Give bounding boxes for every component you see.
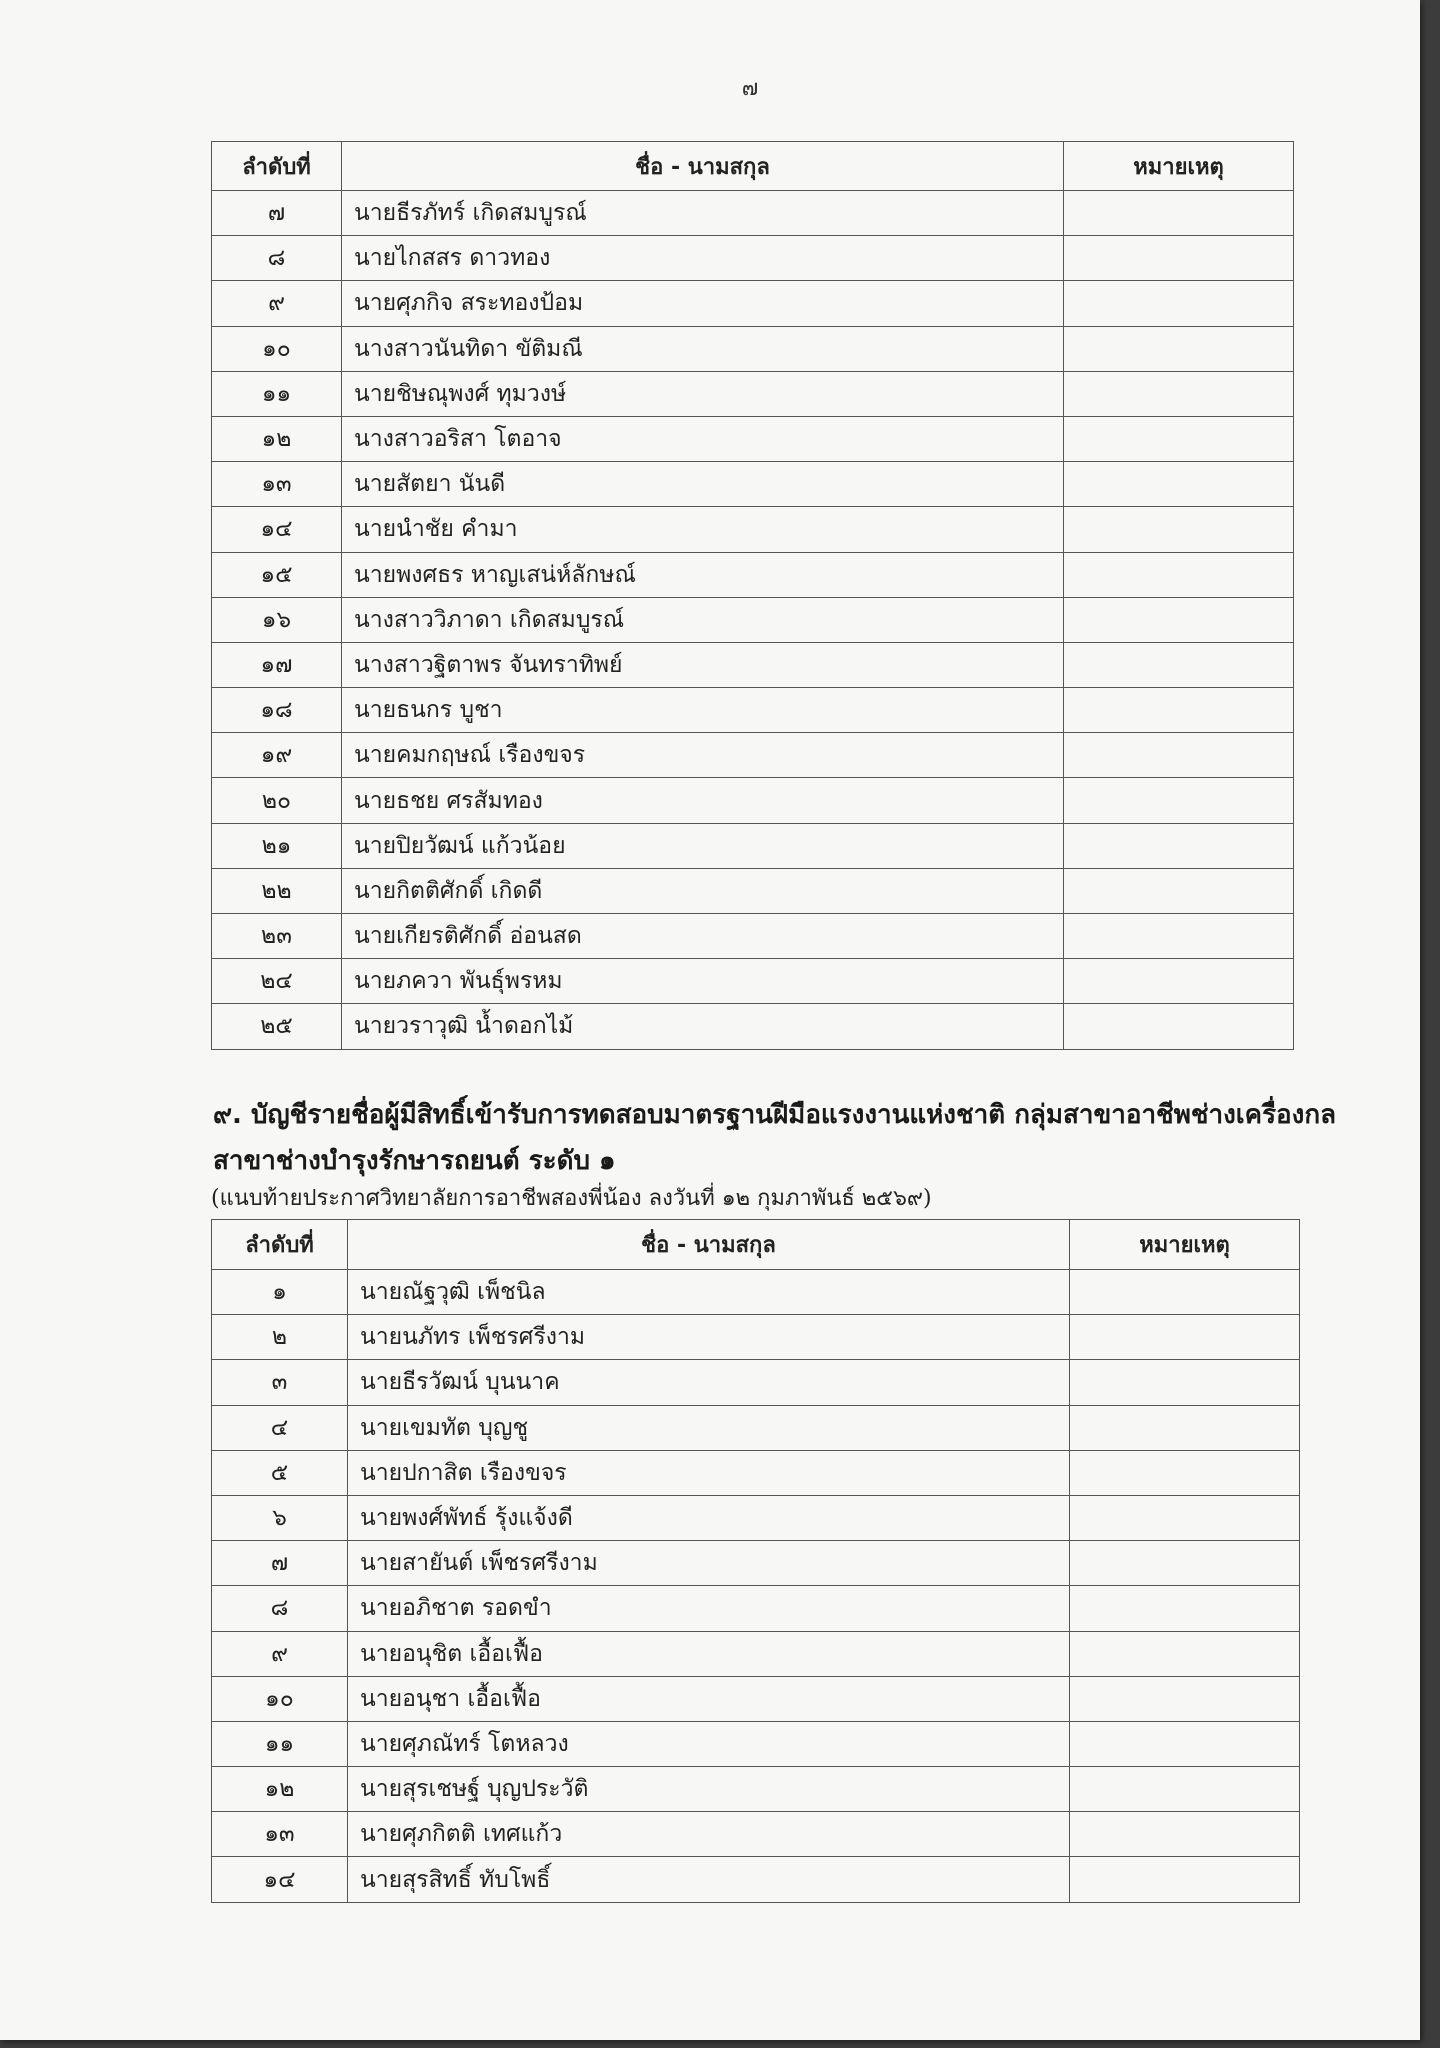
row-number: ๒๐ [212, 778, 342, 823]
table-row [212, 597, 1294, 642]
row-number: ๒๕ [212, 1004, 342, 1049]
row-name: นายพงศ์พัทธ์ รุ้งแจ้งดี [348, 1495, 1070, 1540]
row-remark [1064, 778, 1294, 823]
row-name: นางสาววิภาดา เกิดสมบูรณ์ [342, 597, 1064, 642]
row-remark [1070, 1450, 1300, 1495]
row-name: นายสุรเชษฐ์ บุญประวัติ [348, 1767, 1070, 1812]
row-remark [1064, 326, 1294, 371]
table-row [212, 1450, 1300, 1495]
row-number: ๑๕ [212, 552, 342, 597]
table-row [212, 1360, 1300, 1405]
table-row [212, 642, 1294, 687]
row-name: นายอภิชาต รอดขำ [348, 1586, 1070, 1631]
row-remark [1064, 191, 1294, 236]
row-name: นายธนกร บูชา [342, 688, 1064, 733]
row-number: ๒ [212, 1315, 348, 1360]
page-number: ๗ [741, 76, 759, 101]
table-header-row [212, 1220, 1300, 1270]
table-row [212, 281, 1294, 326]
row-number: ๑๑ [212, 371, 342, 416]
row-name: นายธีรภัทร์ เกิดสมบูรณ์ [342, 191, 1064, 236]
row-number: ๖ [212, 1495, 348, 1540]
row-name: นายปกาสิต เรืองขจร [348, 1450, 1070, 1495]
row-remark [1070, 1857, 1300, 1902]
table-row [212, 1721, 1300, 1766]
row-remark [1070, 1631, 1300, 1676]
row-number: ๑๐ [212, 326, 342, 371]
row-number: ๓ [212, 1360, 348, 1405]
row-remark [1064, 416, 1294, 461]
column-header-name: ชื่อ - นามสกุล [348, 1220, 1070, 1270]
row-name: นายไกสสร ดาวทอง [342, 236, 1064, 281]
row-name: นายภควา พันธุ์พรหม [342, 959, 1064, 1004]
row-name: นายชิษณุพงศ์ ทุมวงษ์ [342, 371, 1064, 416]
row-number: ๑๑ [212, 1721, 348, 1766]
table-row [212, 778, 1294, 823]
row-remark [1070, 1315, 1300, 1360]
row-remark [1064, 552, 1294, 597]
table-row [212, 236, 1294, 281]
row-number: ๙ [212, 281, 342, 326]
row-number: ๑๓ [212, 462, 342, 507]
table-row [212, 462, 1294, 507]
table-row [212, 733, 1294, 778]
row-number: ๕ [212, 1450, 348, 1495]
row-number: ๑๐ [212, 1676, 348, 1721]
row-remark [1070, 1405, 1300, 1450]
row-remark [1070, 1360, 1300, 1405]
row-name: นางสาวนันทิดา ขัติมณี [342, 326, 1064, 371]
row-remark [1064, 914, 1294, 959]
table-row [212, 688, 1294, 733]
row-remark [1064, 959, 1294, 1004]
row-number: ๑๔ [212, 507, 342, 552]
row-remark [1070, 1676, 1300, 1721]
row-name: นายกิตติศักดิ์ เกิดดี [342, 868, 1064, 913]
row-remark [1064, 281, 1294, 326]
row-remark [1070, 1721, 1300, 1766]
table-row [212, 191, 1294, 236]
row-remark [1064, 597, 1294, 642]
row-number: ๑๔ [212, 1857, 348, 1902]
row-number: ๒๔ [212, 959, 342, 1004]
annex-note: (แนบท้ายประกาศวิทยาลัยการอาชีพสองพี่น้อง ลงวันที่ ๑๒ กุมภาพันธ์ ๒๕๖๙) [211, 1186, 932, 1211]
row-remark [1064, 868, 1294, 913]
row-name: นายณัฐวุฒิ เพ็ชนิล [348, 1270, 1070, 1315]
table-row [212, 1495, 1300, 1540]
table-row [212, 914, 1294, 959]
row-remark [1070, 1812, 1300, 1857]
column-header-name: ชื่อ - นามสกุล [342, 142, 1064, 191]
row-remark [1070, 1767, 1300, 1812]
table-row [212, 1631, 1300, 1676]
table-row [212, 371, 1294, 416]
row-name: นายนำชัย คำมา [342, 507, 1064, 552]
row-name: นายคมกฤษณ์ เรืองขจร [342, 733, 1064, 778]
table-row [212, 823, 1294, 868]
row-name: นายนภัทร เพ็ชรศรีงาม [348, 1315, 1070, 1360]
row-number: ๒๒ [212, 868, 342, 913]
row-number: ๑๗ [212, 642, 342, 687]
row-name: นายพงศธร หาญเสน่ห์ลักษณ์ [342, 552, 1064, 597]
row-remark [1064, 733, 1294, 778]
row-number: ๑๓ [212, 1812, 348, 1857]
table-row [212, 326, 1294, 371]
row-remark [1064, 371, 1294, 416]
table-row [212, 868, 1294, 913]
table-row [212, 1676, 1300, 1721]
row-name: นายศุภณัทร์ โตหลวง [348, 1721, 1070, 1766]
row-name: นายศุภกิตติ เทศแก้ว [348, 1812, 1070, 1857]
table-row [212, 1767, 1300, 1812]
row-remark [1070, 1270, 1300, 1315]
row-name: นายศุภกิจ สระทองป้อม [342, 281, 1064, 326]
section-title-line-2: สาขาช่างบำรุงรักษารถยนต์ ระดับ ๑ [213, 1146, 616, 1176]
row-name: นายปิยวัฒน์ แก้วน้อย [342, 823, 1064, 868]
table-row [212, 959, 1294, 1004]
section-title-line-1: ๙. บัญชีรายชื่อผู้มีสิทธิ์เข้ารับการทดสอบมาตรฐานฝีมือแรงงานแห่งชาติ กลุ่มสาขาอาชีพช่างเครื่องกล [213, 1100, 1337, 1130]
row-number: ๙ [212, 1631, 348, 1676]
row-remark [1064, 1004, 1294, 1049]
row-number: ๑๙ [212, 733, 342, 778]
table-row [212, 416, 1294, 461]
row-remark [1070, 1586, 1300, 1631]
row-number: ๑๒ [212, 416, 342, 461]
row-remark [1064, 462, 1294, 507]
table-body [212, 1270, 1300, 1903]
table-row [212, 1315, 1300, 1360]
row-name: นายอนุชา เอื้อเฟื้อ [348, 1676, 1070, 1721]
row-name: นายสุรสิทธิ์ ทับโพธิ์ [348, 1857, 1070, 1902]
row-number: ๑๘ [212, 688, 342, 733]
row-remark [1064, 823, 1294, 868]
row-number: ๑ [212, 1270, 348, 1315]
row-number: ๑๖ [212, 597, 342, 642]
column-header-order: ลำดับที่ [212, 1220, 348, 1270]
roster-table-continued [211, 141, 1294, 1050]
table-row [212, 1405, 1300, 1450]
row-name: นายอนุชิต เอื้อเฟื้อ [348, 1631, 1070, 1676]
table-row [212, 1857, 1300, 1902]
row-name: นางสาวฐิตาพร จันทราทิพย์ [342, 642, 1064, 687]
row-name: นายสายันต์ เพ็ชรศรีงาม [348, 1541, 1070, 1586]
row-name: นายธชย ศรสัมทอง [342, 778, 1064, 823]
row-name: นายธีรวัฒน์ บุนนาค [348, 1360, 1070, 1405]
row-remark [1064, 507, 1294, 552]
row-name: นางสาวอริสา โตอาจ [342, 416, 1064, 461]
column-header-remark: หมายเหตุ [1064, 142, 1294, 191]
section-title [213, 1092, 1337, 1184]
row-number: ๒๑ [212, 823, 342, 868]
row-number: ๘ [212, 1586, 348, 1631]
row-remark [1064, 642, 1294, 687]
table-body [212, 191, 1294, 1050]
table-row [212, 1004, 1294, 1049]
table-header-row [212, 142, 1294, 191]
roster-table-section-9 [211, 1219, 1300, 1903]
row-name: นายสัตยา นันดี [342, 462, 1064, 507]
row-name: นายเกียรติศักดิ์ อ่อนสด [342, 914, 1064, 959]
column-header-remark: หมายเหตุ [1070, 1220, 1300, 1270]
row-name: นายวราวุฒิ น้ำดอกไม้ [342, 1004, 1064, 1049]
row-number: ๔ [212, 1405, 348, 1450]
row-number: ๑๒ [212, 1767, 348, 1812]
row-number: ๗ [212, 191, 342, 236]
table-row [212, 552, 1294, 597]
row-number: ๒๓ [212, 914, 342, 959]
table-row [212, 1541, 1300, 1586]
row-remark [1070, 1495, 1300, 1540]
column-header-order: ลำดับที่ [212, 142, 342, 191]
table-row [212, 1270, 1300, 1315]
row-remark [1064, 236, 1294, 281]
table-row [212, 507, 1294, 552]
table-row [212, 1812, 1300, 1857]
row-remark [1064, 688, 1294, 733]
row-remark [1070, 1541, 1300, 1586]
row-number: ๗ [212, 1541, 348, 1586]
row-name: นายเขมทัต บุญชู [348, 1405, 1070, 1450]
table-row [212, 1586, 1300, 1631]
row-number: ๘ [212, 236, 342, 281]
